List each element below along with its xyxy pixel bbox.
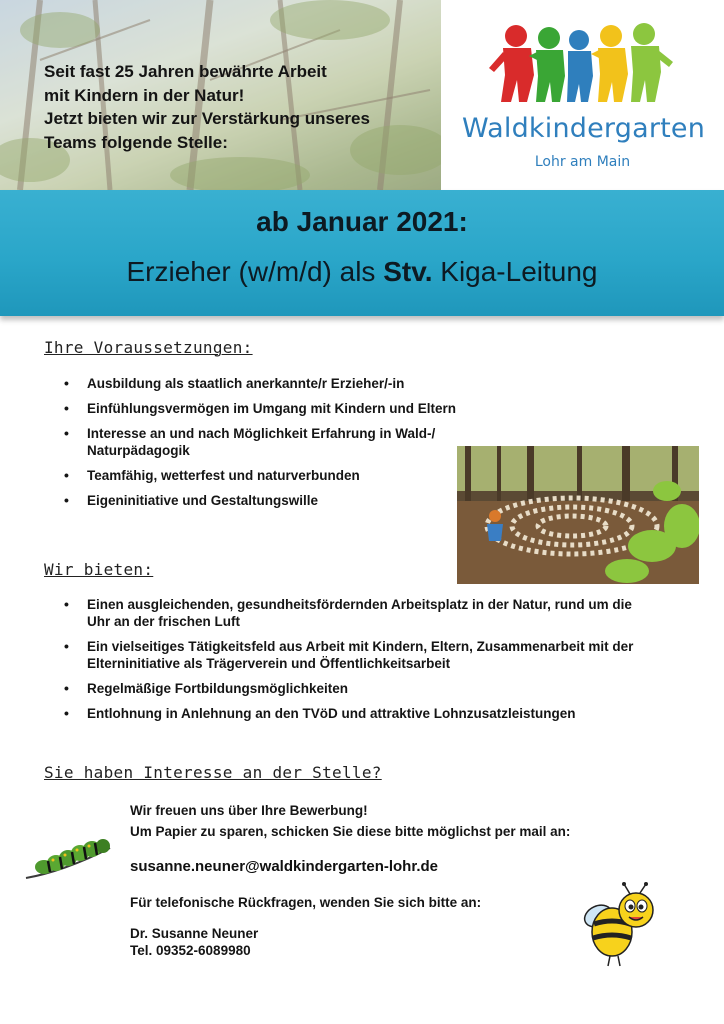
position-suffix: Kiga-Leitung (432, 256, 598, 287)
children-figures-icon (441, 0, 724, 110)
contact-phone: Tel. 09352-6089980 (130, 943, 251, 958)
logo-title: Waldkindergarten (461, 113, 706, 144)
bee-icon (582, 882, 662, 970)
offer-list (64, 596, 644, 730)
list-item: • Entlohnung in Anlehnung an den TVöD und attraktive Lohnzusatzleistungen (64, 705, 644, 722)
caterpillar-icon (24, 834, 114, 884)
application-invite-text: Wir freuen uns über Ihre Bewerbung! (130, 803, 368, 818)
contact-name: Dr. Susanne Neuner (130, 926, 259, 941)
requirements-list (64, 375, 464, 517)
contact-heading: Sie haben Interesse an der Stelle? (44, 763, 382, 782)
list-item: • Eigeninitiative und Gestaltungswille (64, 492, 464, 509)
list-item: • Einfühlungsvermögen im Umgang mit Kindern und Eltern (64, 400, 464, 417)
list-item: • Interesse an und nach Möglichkeit Erfahrung in Wald-/ Naturpädagogik (64, 425, 464, 459)
requirements-heading: Ihre Voraussetzungen: (44, 338, 253, 357)
list-item: • Einen ausgleichenden, gesundheitsfördernden Arbeitsplatz in der Natur, rund um die Uhr an der frischen Luft (64, 596, 644, 630)
email-request-text: Um Papier zu sparen, schicken Sie diese bitte möglichst per mail an: (130, 824, 571, 839)
job-position-title (0, 256, 724, 288)
contact-email-link[interactable]: susanne.neuner@waldkindergarten-lohr.de (130, 858, 439, 875)
list-item: • Regelmäßige Fortbildungsmöglichkeiten (64, 680, 644, 697)
hero-line: Teams folgende Stelle: (44, 132, 228, 152)
position-prefix: Erzieher (w/m/d) als (126, 256, 384, 287)
hero-intro-text (44, 60, 434, 154)
list-item: • Ausbildung als staatlich anerkannte/r Erzieher/-in (64, 375, 464, 392)
list-item: • Teamfähig, wetterfest und naturverbunden (64, 467, 464, 484)
start-date-title: ab Januar 2021: (256, 206, 468, 237)
position-bold: Stv. (383, 256, 433, 287)
hero-line: Jetzt bieten wir zur Verstärkung unseres (44, 109, 370, 128)
offer-heading: Wir bieten: (44, 560, 154, 579)
phone-intro-text: Für telefonische Rückfragen, wenden Sie sich bitte an: (130, 895, 482, 910)
hero-line: Seit fast 25 Jahren bewährte Arbeit (44, 62, 327, 81)
list-item: • Ein vielseitiges Tätigkeitsfeld aus Arbeit mit Kindern, Eltern, Zusammenarbeit mit der Elterninitiative als Trägerverein und Öffentlichkeitsarbeit (64, 638, 644, 672)
logo-subtitle: Lohr am Main (534, 154, 631, 170)
hero-line: mit Kindern in der Natur! (44, 85, 245, 105)
forest-photo (457, 446, 699, 584)
